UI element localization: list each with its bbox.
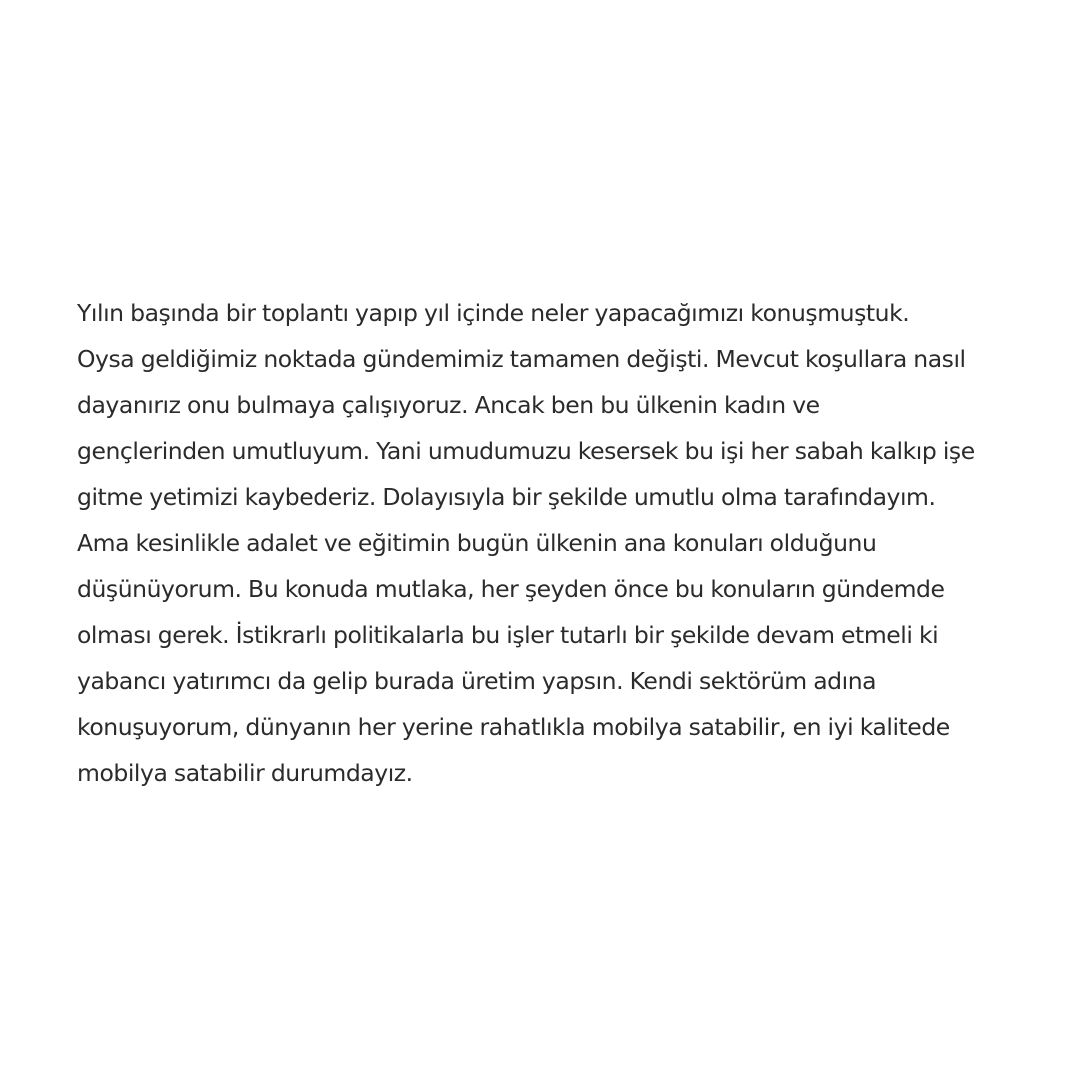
paragraph-line: Yılın başında bir toplantı yapıp yıl içinde neler yapacağımızı konuşmuştuk. <box>77 299 910 327</box>
paragraph-line: düşünüyorum. Bu konuda mutlaka, her şeyden önce bu konuların gündemde <box>77 575 945 603</box>
quote-paragraph <box>77 290 1037 796</box>
paragraph-line: dayanırız onu bulmaya çalışıyoruz. Ancak ben bu ülkenin kadın ve <box>77 391 820 419</box>
paragraph-line: konuşuyorum, dünyanın her yerine rahatlıkla mobilya satabilir, en iyi kalitede <box>77 713 950 741</box>
paragraph-line: gençlerinden umutluyum. Yani umudumuzu kesersek bu işi her sabah kalkıp işe <box>77 437 975 465</box>
paragraph-line: Ama kesinlikle adalet ve eğitimin bugün ülkenin ana konuları olduğunu <box>77 529 877 557</box>
paragraph-line: Oysa geldiğimiz noktada gündemimiz tamamen değişti. Mevcut koşullara nasıl <box>77 345 966 373</box>
paragraph-line: yabancı yatırımcı da gelip burada üretim yapsın. Kendi sektörüm adına <box>77 667 877 695</box>
paragraph-line: mobilya satabilir durumdayız. <box>77 759 413 787</box>
paragraph-line: olması gerek. İstikrarlı politikalarla bu işler tutarlı bir şekilde devam etmeli ki <box>77 621 939 649</box>
paragraph-line: gitme yetimizi kaybederiz. Dolayısıyla bir şekilde umutlu olma tarafındayım. <box>77 483 936 511</box>
